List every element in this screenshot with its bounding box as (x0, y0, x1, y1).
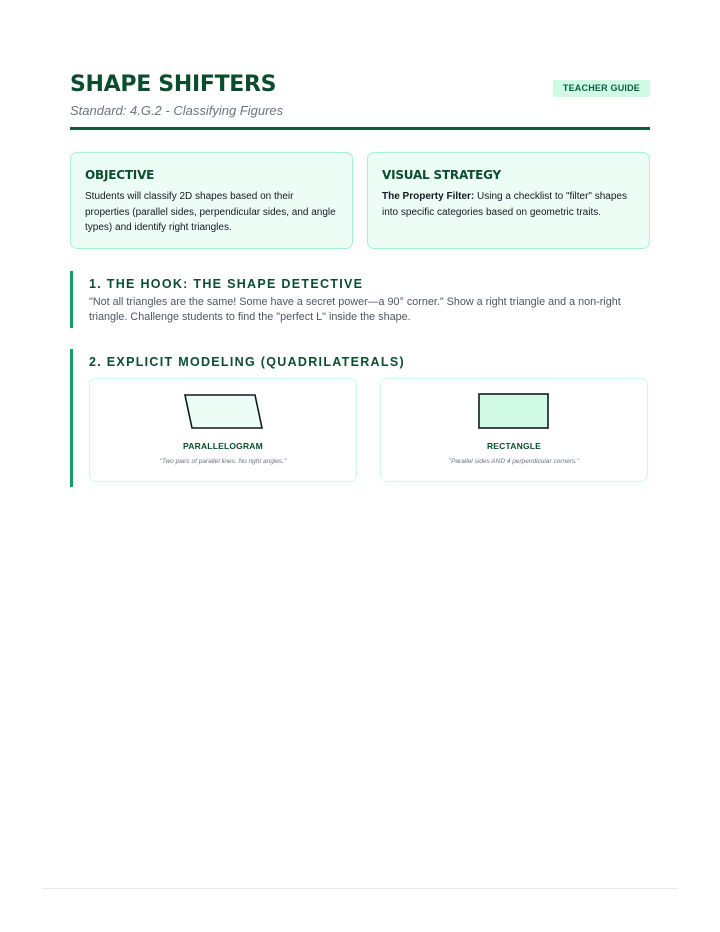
rectangle-note: "Parallel sides AND 4 perpendicular corners." (448, 458, 580, 465)
rectangle-shape (479, 394, 548, 428)
page-subtitle: Standard: 4.G.2 - Classifying Figures (70, 103, 284, 118)
parallelogram-shape (185, 395, 262, 428)
hook-heading: 1. THE HOOK: THE SHAPE DETECTIVE (89, 277, 364, 291)
modeling-section (70, 349, 650, 487)
visual-strategy-card (367, 152, 650, 249)
objective-text: Students will classify 2D shapes based on their properties (parallel sides, perpendicular sides, and angle types) and identify right triangles. (85, 191, 336, 233)
page-title: SHAPE SHIFTERS (70, 72, 277, 97)
parallelogram-note: "Two pairs of parallel lines. No right angles." (159, 458, 287, 465)
header-divider (70, 127, 650, 130)
objective-title: OBJECTIVE (85, 168, 155, 182)
modeling-heading: 2. EXPLICIT MODELING (QUADRILATERALS) (89, 355, 405, 369)
objective-card (70, 152, 353, 249)
rectangle-card (380, 378, 648, 482)
parallelogram-card (89, 378, 357, 482)
page-header (70, 72, 650, 132)
hook-text: "Not all triangles are the same! Some have a secret power—a 90° corner." Show a right triangle and a non-right triangle. Challenge students to find the "perfect L" inside the shape. (89, 296, 621, 323)
parallelogram-label: PARALLELOGRAM (183, 441, 263, 451)
visual-strategy-title: VISUAL STRATEGY (382, 168, 501, 182)
rectangle-figure (381, 379, 649, 483)
property-filter-term: The Property Filter: (382, 191, 475, 202)
hook-section (70, 271, 650, 328)
rectangle-label: RECTANGLE (486, 441, 542, 451)
visual-strategy-text (382, 189, 635, 220)
visual-strategy-body: Using a checklist to "filter" shapes into specific categories based on geometric traits. (382, 191, 627, 218)
parallelogram-figure (90, 379, 358, 483)
footer-divider (42, 888, 678, 889)
teacher-guide-badge: TEACHER GUIDE (553, 80, 650, 97)
